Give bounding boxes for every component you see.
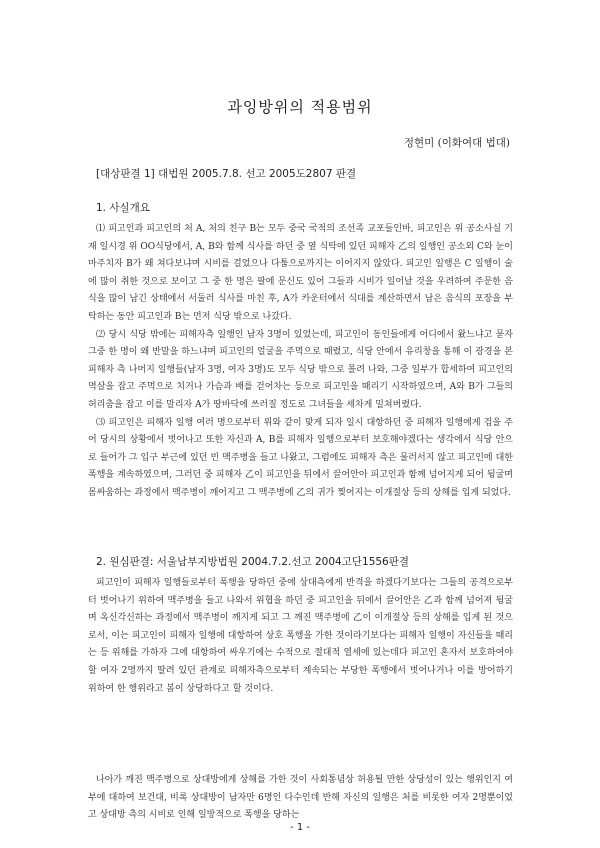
section-heading-lower-court: 2. 원심판결: 서울남부지방법원 2004.7.2.선고 2004고단1556판결 <box>96 556 410 568</box>
paragraph: ⑵ 당시 식당 밖에는 피해자측 일행인 남자 3명이 있었는데, 피고인이 동인들에게 어디에서 왔느냐고 묻자 그중 한 명이 왜 반말을 하느냐며 피고인의 얼굴을 주먹으로 때렸고, 식당 안에서 유리창을 통해 이 광경을 본 피해자 측 나머지 일행들(남자 3명, 여자 3명)도 모두 식당 밖으로 몰려 나와, 그중 일부가 합세하여 피고인의 멱살을 잡고 주먹으로 치거나 가슴과 배를 걷어차는 등으로 피고인을 때리기 시작하였으며, A와 B가 그들의 허리춤을 잡고 이를 말리자 A가 땅바닥에 쓰러질 정도로 그녀들을 세차게 밀쳐버렸다. <box>88 329 513 410</box>
page-number: - 1 - <box>290 822 310 833</box>
section-body-facts <box>88 221 513 503</box>
document-title: 과잉방위의 적용범위 <box>227 98 373 116</box>
section-body-lower-court <box>88 575 513 698</box>
paragraph: ⑴ 피고인과 피고인의 처 A, 처의 친구 B는 모두 중국 국적의 조선족 교포들인바, 피고인은 위 공소사실 기재 일시경 위 OO식당에서, A, B와 함께 식사를 하던 중 옆 식탁에 있던 피해자 乙의 일행인 공소외 C와 눈이 마주치자 B가 왜 쳐다보냐며 시비를 걸었으나 다툼으로까지는 이어지지 않았다. 피고인 일행은 C 일행이 술에 많이 취한 것으로 보이고 그 중 한 명은 팔에 문신도 있어 그들과 시비가 일어날 것을 우려하여 주문한 음식을 많이 남긴 상태에서 서둘러 식사를 마친 후, A가 카운터에서 식대를 계산하면서 남은 음식의 포장을 부탁하는 동안 피고인과 B는 먼저 식당 밖으로 나갔다. <box>88 224 513 322</box>
paragraph: ⑶ 피고인은 피해자 일행 여러 명으로부터 위와 같이 맞게 되자 일시 대항하던 중 피해자 일행에게 겁을 주어 당시의 상황에서 벗어나고 또한 자신과 A, B를 피해자 일행으로부터 보호해야겠다는 생각에서 식당 안으로 들어가 그 입구 부근에 있던 빈 맥주병을 들고 나왔고, 그럼에도 피해자 측은 물러서지 않고 피고인에 대한 폭행을 계속하였으며, 그러던 중 피해자 乙이 피고인을 뒤에서 끌어안아 피고인과 함께 넘어지게 되어 뒹굴며 몸싸움하는 과정에서 맥주병이 깨어지고 그 맥주병에 乙의 귀가 찢어지는 이개절상 등의 상해를 입게 되었다. <box>88 417 513 498</box>
author-line: 정현미 (이화여대 법대) <box>403 137 510 149</box>
paragraph: 나아가 깨진 맥주병으로 상대방에게 상해를 가한 것이 사회통념상 허용될 만한 상당성이 있는 행위인지 여부에 대하여 보건대, 비록 상대방이 남자만 6명인 다수인데 반해 자신의 일행은 처를 비롯한 여자 2명뿐이었고 상대방 측의 시비로 인해 일방적으로 폭행을 당하는 <box>88 775 513 821</box>
paragraph: 피고인이 피해자 일행들로부터 폭행을 당하던 중에 상대측에게 반격을 하겠다기보다는 그들의 공격으로부터 벗어나기 위하여 맥주병을 들고 나와서 위협을 하던 중 피고인을 뒤에서 끌어안은 乙과 함께 넘어져 뒹굴며 옥신각신하는 과정에서 맥주병이 깨지게 되고 그 깨진 맥주병에 乙이 이개절상 등의 상해를 입게 된 것으로서, 이는 피고인이 피해자 일행에 대항하여 상호 폭행을 가한 것이라기보다는 피해자 일행이 자신들을 때리는 등 위해를 가하자 그에 대항하여 싸우기에는 수적으로 절대적 열세에 있는데다 피고인 혼자서 보호하여야 할 여자 2명까지 딸려 있던 관계로 피해자측으로부터 계속되는 부당한 폭행에서 벗어나거나 이를 방어하기 위하여 한 행위라고 봄이 상당하다고 할 것이다. <box>88 578 513 694</box>
section-body-continued <box>88 772 513 825</box>
section-heading-facts: 1. 사실개요 <box>96 202 150 214</box>
case-reference: [대상판결 1] 대법원 2005.7.8. 선고 2005도2807 판결 <box>96 168 357 180</box>
